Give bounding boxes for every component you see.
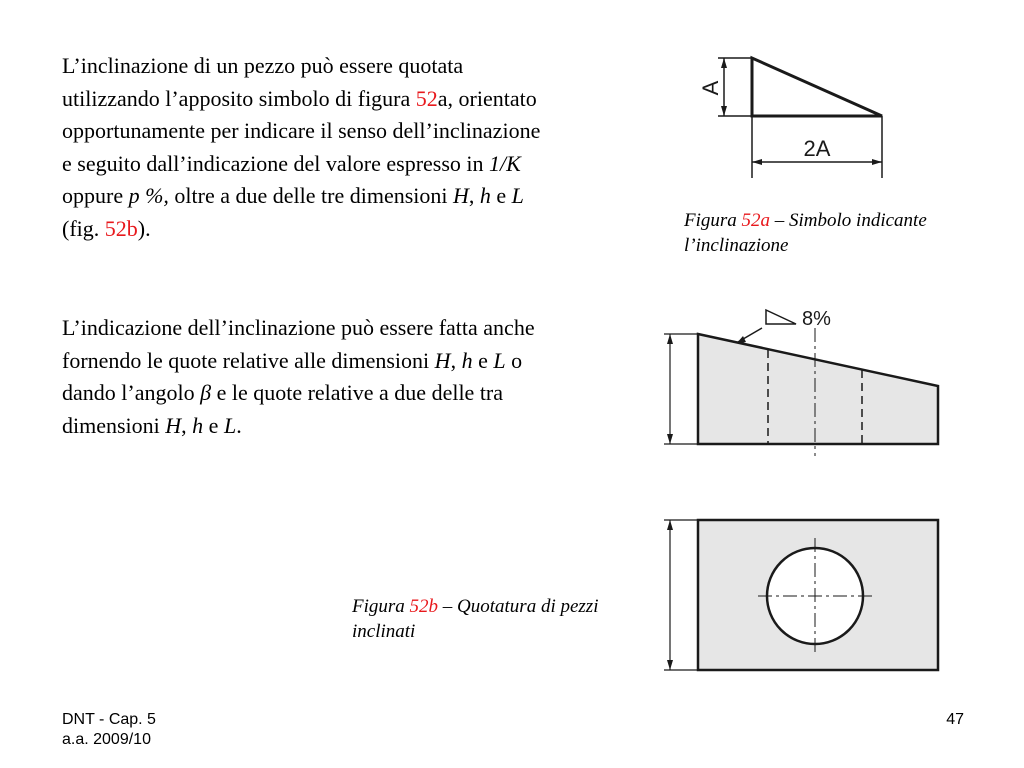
figure-ref-52b: 52b [104, 215, 138, 241]
caption-ref-52b: 52b [409, 596, 439, 617]
text: e [472, 347, 494, 373]
caption-text: – Quotatura di pezzi inclinati [352, 596, 599, 642]
var-H: H [453, 183, 469, 208]
paragraph-inclination-symbol [62, 50, 542, 245]
caption-text: – Simbolo indicante l’inclinazione [684, 210, 927, 256]
text: oltre a due delle tre dimensioni [168, 183, 453, 208]
text: e [490, 183, 512, 208]
text: ). [137, 215, 151, 241]
figure-52a-drawing [678, 40, 908, 190]
text: e le quote relative a due delle tra dimensioni [62, 380, 504, 438]
caption-prefix: Figura [352, 596, 410, 617]
slope-label: 8% [802, 308, 831, 330]
page-number: 47 [946, 711, 964, 728]
text: oppure [62, 183, 129, 208]
var-L: L [511, 183, 524, 208]
text: . [236, 412, 242, 438]
text: , [181, 412, 193, 438]
caption-prefix: Figura [684, 210, 742, 231]
text: L’inclinazione di un pezzo può essere quotata utilizzando l’apposito simbolo di figura [62, 53, 464, 111]
var-ratio: 1/K [489, 150, 521, 176]
text: , [468, 183, 480, 208]
figure-52b-drawing [650, 298, 950, 678]
inclination-triangle [752, 58, 882, 116]
height-dimension [698, 58, 752, 116]
dimension-label-A: A [697, 80, 723, 96]
var-L: L [223, 412, 237, 438]
front-view [664, 328, 938, 456]
text: o dando l’angolo [62, 347, 523, 405]
var-h: h [461, 347, 473, 373]
width-dimension [752, 116, 882, 178]
caption-ref-52a: 52a [741, 210, 771, 231]
var-h: h [479, 183, 491, 208]
var-L: L [493, 347, 506, 373]
text: (fig. [62, 215, 105, 241]
figure-ref-52: 52 [415, 85, 438, 111]
footer-year: a.a. 2009/10 [62, 731, 151, 748]
figure-52a-caption [684, 208, 984, 258]
footer-course-info [62, 710, 156, 750]
top-view [664, 520, 938, 670]
text: a, orientato opportunamente per indicare il senso dell’inclinazione e seguito dall’indicazione del valore espresso in [62, 85, 541, 176]
text: , [450, 347, 462, 373]
paragraph-inclination-alternative [62, 312, 542, 442]
text: e [203, 412, 224, 438]
var-percent: p %, [128, 183, 169, 208]
slope-symbol [736, 308, 831, 344]
text: L’indicazione dell’inclinazione può essere fatta anche fornendo le quote relative alle dimensioni [62, 315, 535, 373]
footer-course: DNT - Cap. 5 [62, 711, 156, 728]
var-H: H [165, 412, 182, 438]
var-h: h [192, 412, 204, 438]
var-beta: β [200, 380, 212, 405]
figure-52b-caption [352, 594, 652, 644]
dimension-label-2A: 2A [803, 136, 831, 161]
var-H: H [434, 347, 451, 373]
